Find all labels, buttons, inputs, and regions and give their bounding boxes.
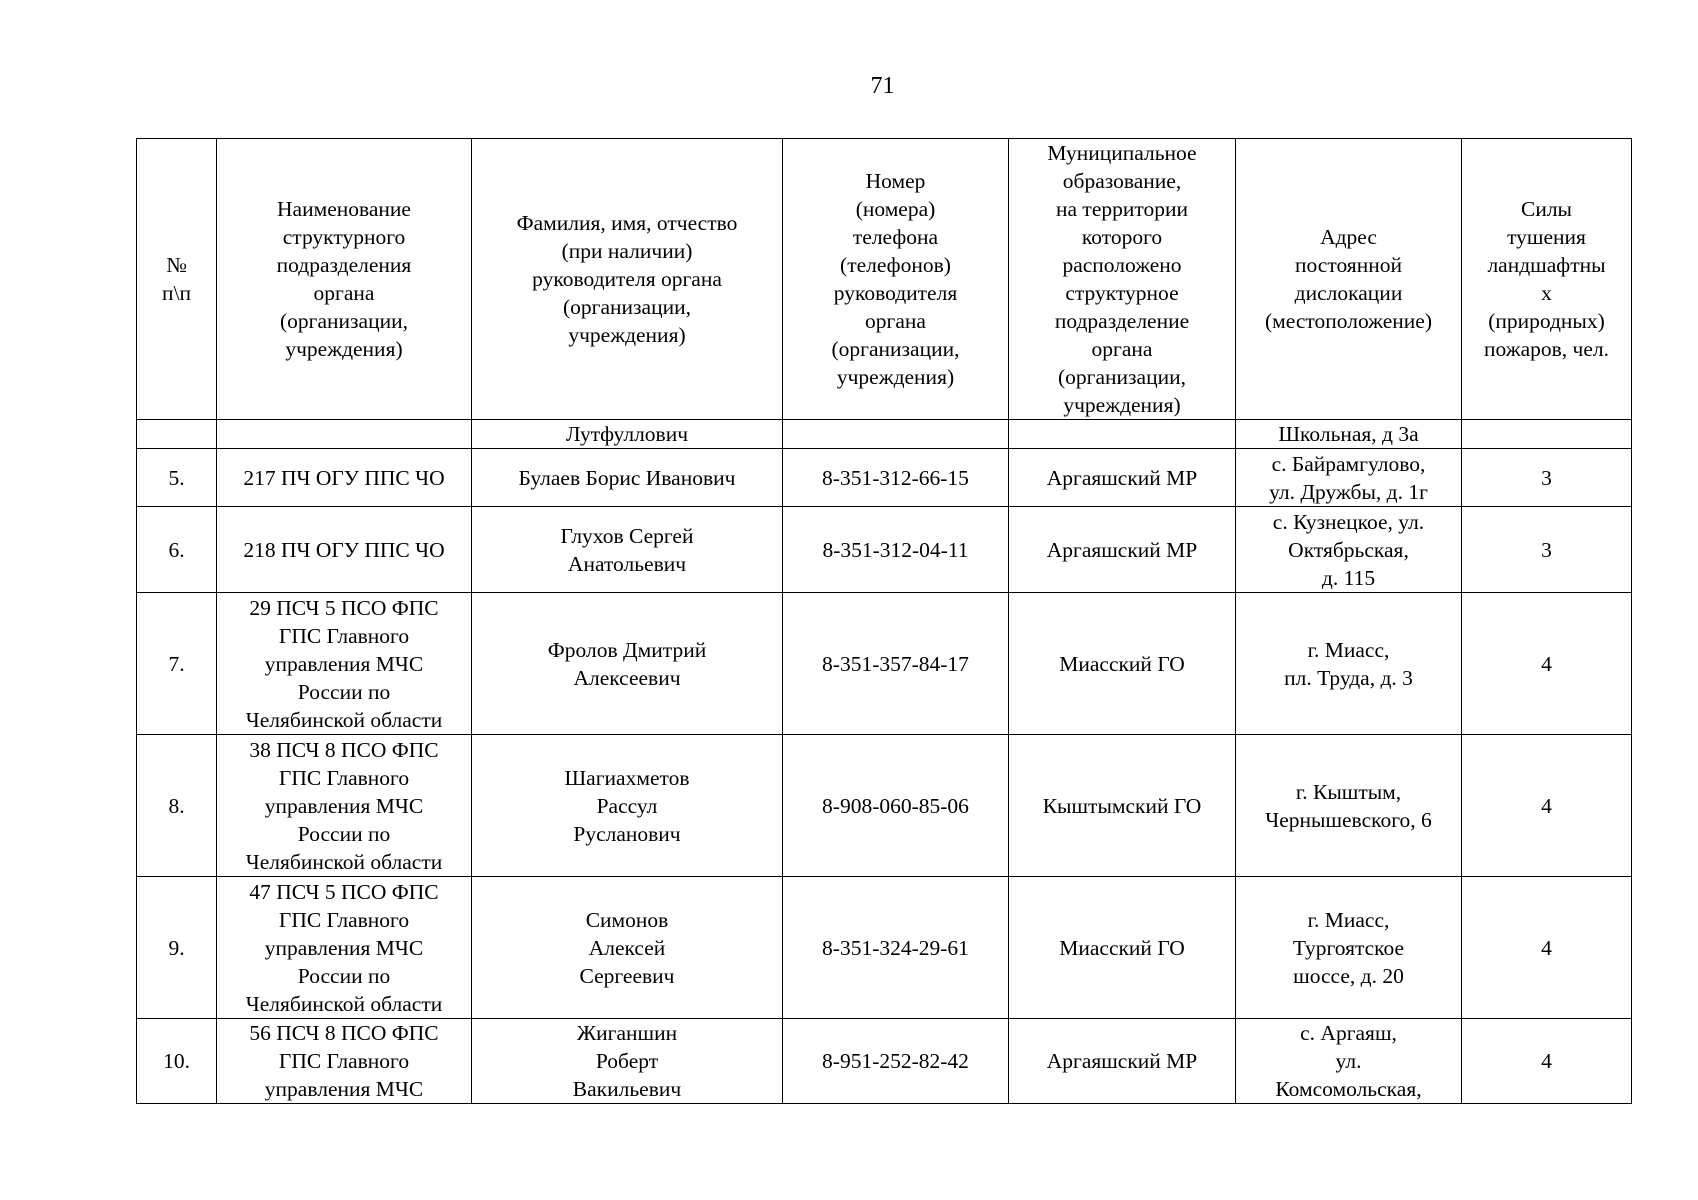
cell-head: Жиганшин Роберт Вакильевич xyxy=(472,1019,783,1104)
cell-number: 7. xyxy=(137,593,217,735)
cell-municipality: Миасский ГО xyxy=(1009,593,1236,735)
cell-number: 9. xyxy=(137,877,217,1019)
cell-forces: 3 xyxy=(1462,507,1632,593)
cell-phone: 8-351-312-04-11 xyxy=(783,507,1009,593)
cell-head: Булаев Борис Иванович xyxy=(472,449,783,507)
cell-phone: 8-351-324-29-61 xyxy=(783,877,1009,1019)
table-row xyxy=(137,593,1632,735)
cell-number xyxy=(137,420,217,449)
cell-address: г. Миасс, пл. Труда, д. 3 xyxy=(1236,593,1462,735)
cell-phone: 8-351-357-84-17 xyxy=(783,593,1009,735)
cell-municipality: Аргаяшский МР xyxy=(1009,1019,1236,1104)
cell-unit: 38 ПСЧ 8 ПСО ФПС ГПС Главного управления МЧС России по Челябинской области xyxy=(217,735,472,877)
cell-phone xyxy=(783,420,1009,449)
cell-unit: 29 ПСЧ 5 ПСО ФПС ГПС Главного управления МЧС России по Челябинской области xyxy=(217,593,472,735)
table-row xyxy=(137,877,1632,1019)
cell-unit: 47 ПСЧ 5 ПСО ФПС ГПС Главного управления МЧС России по Челябинской области xyxy=(217,877,472,1019)
cell-address: г. Миасс, Тургоятское шоссе, д. 20 xyxy=(1236,877,1462,1019)
cell-number: 6. xyxy=(137,507,217,593)
cell-phone: 8-351-312-66-15 xyxy=(783,449,1009,507)
header-forces: Силы тушения ландшафтны х (природных) пожаров, чел. xyxy=(1462,139,1632,420)
table-row xyxy=(137,735,1632,877)
cell-unit xyxy=(217,420,472,449)
cell-phone: 8-908-060-85-06 xyxy=(783,735,1009,877)
cell-address: г. Кыштым, Чернышевского, 6 xyxy=(1236,735,1462,877)
cell-forces: 3 xyxy=(1462,449,1632,507)
cell-number: 5. xyxy=(137,449,217,507)
cell-forces: 4 xyxy=(1462,593,1632,735)
cell-number: 8. xyxy=(137,735,217,877)
cell-forces: 4 xyxy=(1462,877,1632,1019)
table-header-row xyxy=(137,139,1632,420)
header-municipality: Муниципальное образование, на территории которого расположено структурное подразделение органа (организации, учреждения) xyxy=(1009,139,1236,420)
cell-forces: 4 xyxy=(1462,1019,1632,1104)
cell-forces xyxy=(1462,420,1632,449)
cell-phone: 8-951-252-82-42 xyxy=(783,1019,1009,1104)
header-number: № п\п xyxy=(137,139,217,420)
cell-unit: 218 ПЧ ОГУ ППС ЧО xyxy=(217,507,472,593)
header-unit-name: Наименование структурного подразделения органа (организации, учреждения) xyxy=(217,139,472,420)
table-row xyxy=(137,507,1632,593)
cell-municipality xyxy=(1009,420,1236,449)
cell-address: с. Байрамгулово, ул. Дружбы, д. 1г xyxy=(1236,449,1462,507)
cell-head: Шагиахметов Рассул Русланович xyxy=(472,735,783,877)
cell-head: Глухов Сергей Анатольевич xyxy=(472,507,783,593)
header-address: Адрес постоянной дислокации (местоположение) xyxy=(1236,139,1462,420)
header-phone: Номер (номера) телефона (телефонов) руководителя органа (организации, учреждения) xyxy=(783,139,1009,420)
cell-address: с. Кузнецкое, ул. Октябрьская, д. 115 xyxy=(1236,507,1462,593)
table-row xyxy=(137,1019,1632,1104)
cell-municipality: Кыштымский ГО xyxy=(1009,735,1236,877)
cell-unit: 56 ПСЧ 8 ПСО ФПС ГПС Главного управления МЧС xyxy=(217,1019,472,1104)
table-row xyxy=(137,449,1632,507)
cell-municipality: Аргаяшский МР xyxy=(1009,449,1236,507)
cell-head: Лутфуллович xyxy=(472,420,783,449)
cell-address: с. Аргаяш, ул. Комсомольская, xyxy=(1236,1019,1462,1104)
cell-head: Фролов Дмитрий Алексеевич xyxy=(472,593,783,735)
header-head-name: Фамилия, имя, отчество (при наличии) руководителя органа (организации, учреждения) xyxy=(472,139,783,420)
cell-municipality: Аргаяшский МР xyxy=(1009,507,1236,593)
table-row xyxy=(137,420,1632,449)
page-number: 71 xyxy=(870,73,895,99)
fire-units-table xyxy=(136,138,1632,1104)
cell-forces: 4 xyxy=(1462,735,1632,877)
cell-unit: 217 ПЧ ОГУ ППС ЧО xyxy=(217,449,472,507)
cell-head: Симонов Алексей Сергеевич xyxy=(472,877,783,1019)
cell-number: 10. xyxy=(137,1019,217,1104)
cell-address: Школьная, д 3а xyxy=(1236,420,1462,449)
cell-municipality: Миасский ГО xyxy=(1009,877,1236,1019)
